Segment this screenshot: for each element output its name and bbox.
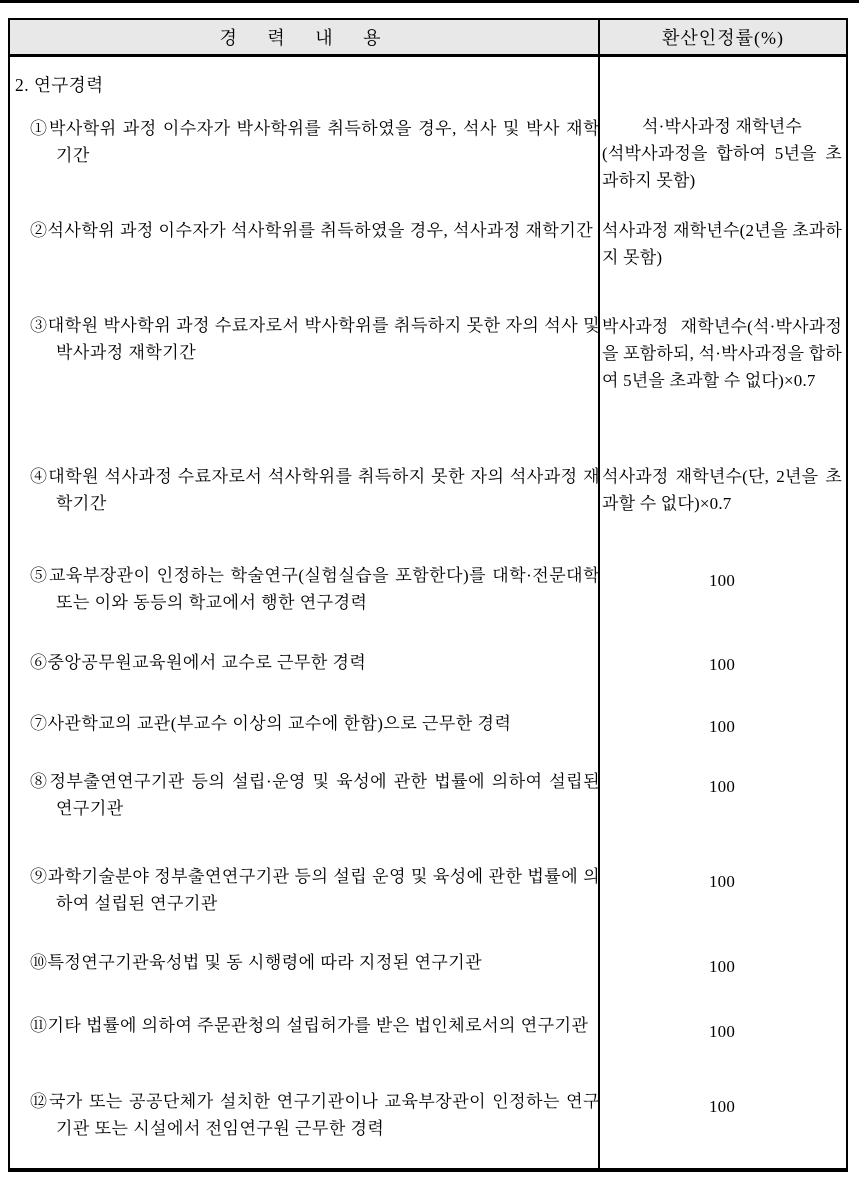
rate-value: 100 [708,1097,736,1116]
career-item-5 [30,562,600,616]
column-header-conversion-rate: 환산인정률(%) [662,28,784,48]
rate-item-8 [602,773,842,800]
rate-item-2-text: 석사과정 재학년수(2년을 초과하지 못함) [602,221,842,267]
table-body [10,57,846,1168]
column-header-career-content: 경 력 내 용 [10,20,600,54]
item-number: ⑤ [30,566,49,585]
item-number: ⑥ [30,653,48,672]
career-item-9 [30,863,600,917]
career-item-8 [30,768,601,822]
rate-item-5 [602,567,842,594]
item-number: ① [30,119,49,138]
item-text: 과학기술분야 정부출연연구기관 등의 설립 운영 및 육성에 관한 법률에 의하여 설립된 연구기관 [47,867,600,913]
career-item-11 [30,1012,600,1039]
rate-value: 100 [708,957,736,976]
rate-item-1 [602,113,842,194]
item-number: ⑦ [30,714,48,733]
rate-item-6 [602,651,842,678]
item-number: ⑪ [30,1016,48,1035]
item-number: ⑧ [30,772,50,791]
rate-value: 100 [708,717,736,736]
item-number: ⑫ [30,1092,49,1111]
rate-item-3-text: 박사과정 재학년수(석·박사과정을 포함하되, 석·박사과정을 합하여 5년을 초과할 수 없다)×0.7 [602,317,842,390]
rate-item-4-text: 석사과정 재학년수(단, 2년을 초과할 수 없다)×0.7 [602,467,842,513]
item-number: ④ [30,467,49,486]
item-text: 대학원 석사과정 수료자로서 석사학위를 취득하지 못한 자의 석사과정 재학기간 [48,467,600,513]
table-header-row [10,20,846,57]
item-text: 특정연구기관육성법 및 동 시행령에 따라 지정된 연구기관 [47,953,483,972]
rate-value: 100 [708,1022,736,1041]
career-item-3 [30,312,600,366]
career-item-2 [30,217,600,244]
item-number: ⑨ [30,867,48,886]
career-item-12 [30,1088,600,1142]
career-item-10 [30,949,600,976]
page-top-edge-line [0,0,859,3]
rate-item-7 [602,713,842,740]
career-item-4 [30,463,600,517]
rate-item-2 [602,217,842,271]
rate-item-1-detail: (석박사과정을 합하여 5년을 초과하지 못함) [602,144,842,190]
item-text: 석사학위 과정 이수자가 석사학위를 취득하였을 경우, 석사과정 재학기간 [47,221,594,240]
item-text: 사관학교의 교관(부교수 이상의 교수에 한함)으로 근무한 경력 [47,714,512,733]
item-number: ③ [30,316,48,335]
item-text: 박사학위 과정 이수자가 박사학위를 취득하였을 경우, 석사 및 박사 재학기간 [48,119,600,165]
item-text: 정부출연연구기관 등의 설립·운영 및 육성에 관한 법률에 의하여 설립된 연구기관 [49,772,601,818]
rate-item-12 [602,1093,842,1120]
item-number: ⑩ [30,953,48,972]
rate-item-9 [602,868,842,895]
career-content-column [10,57,600,1168]
research-career-table [8,18,848,1172]
career-item-7 [30,710,600,737]
conversion-rate-column [600,57,846,1168]
item-number: ② [30,221,48,240]
career-item-1 [30,115,600,169]
rate-value: 100 [708,777,736,796]
rate-item-11 [602,1018,842,1045]
rate-value: 100 [708,872,736,891]
rate-item-3 [602,313,842,394]
rate-item-4 [602,463,842,517]
rate-item-1-head: 석·박사과정 재학년수 [642,117,802,136]
item-text: 중앙공무원교육원에서 교수로 근무한 경력 [47,653,367,672]
rate-item-10 [602,953,842,980]
item-text: 국가 또는 공공단체가 설치한 연구기관이나 교육부장관이 인정하는 연구기관 또는 시설에서 전임연구원 근무한 경력 [48,1092,600,1138]
item-text: 대학원 박사학위 과정 수료자로서 박사학위를 취득하지 못한 자의 석사 및 박사과정 재학기간 [47,316,600,362]
career-item-6 [30,649,600,676]
section-title-research-career: 2. 연구경력 [15,75,104,95]
item-text: 기타 법률에 의하여 주문관청의 설립허가를 받은 법인체로서의 연구기관 [47,1016,589,1035]
item-text: 교육부장관이 인정하는 학술연구(실험실습을 포함한다)를 대학·전문대학 또는 이와 동등의 학교에서 행한 연구경력 [48,566,600,612]
rate-value: 100 [708,571,736,590]
rate-value: 100 [708,655,736,674]
